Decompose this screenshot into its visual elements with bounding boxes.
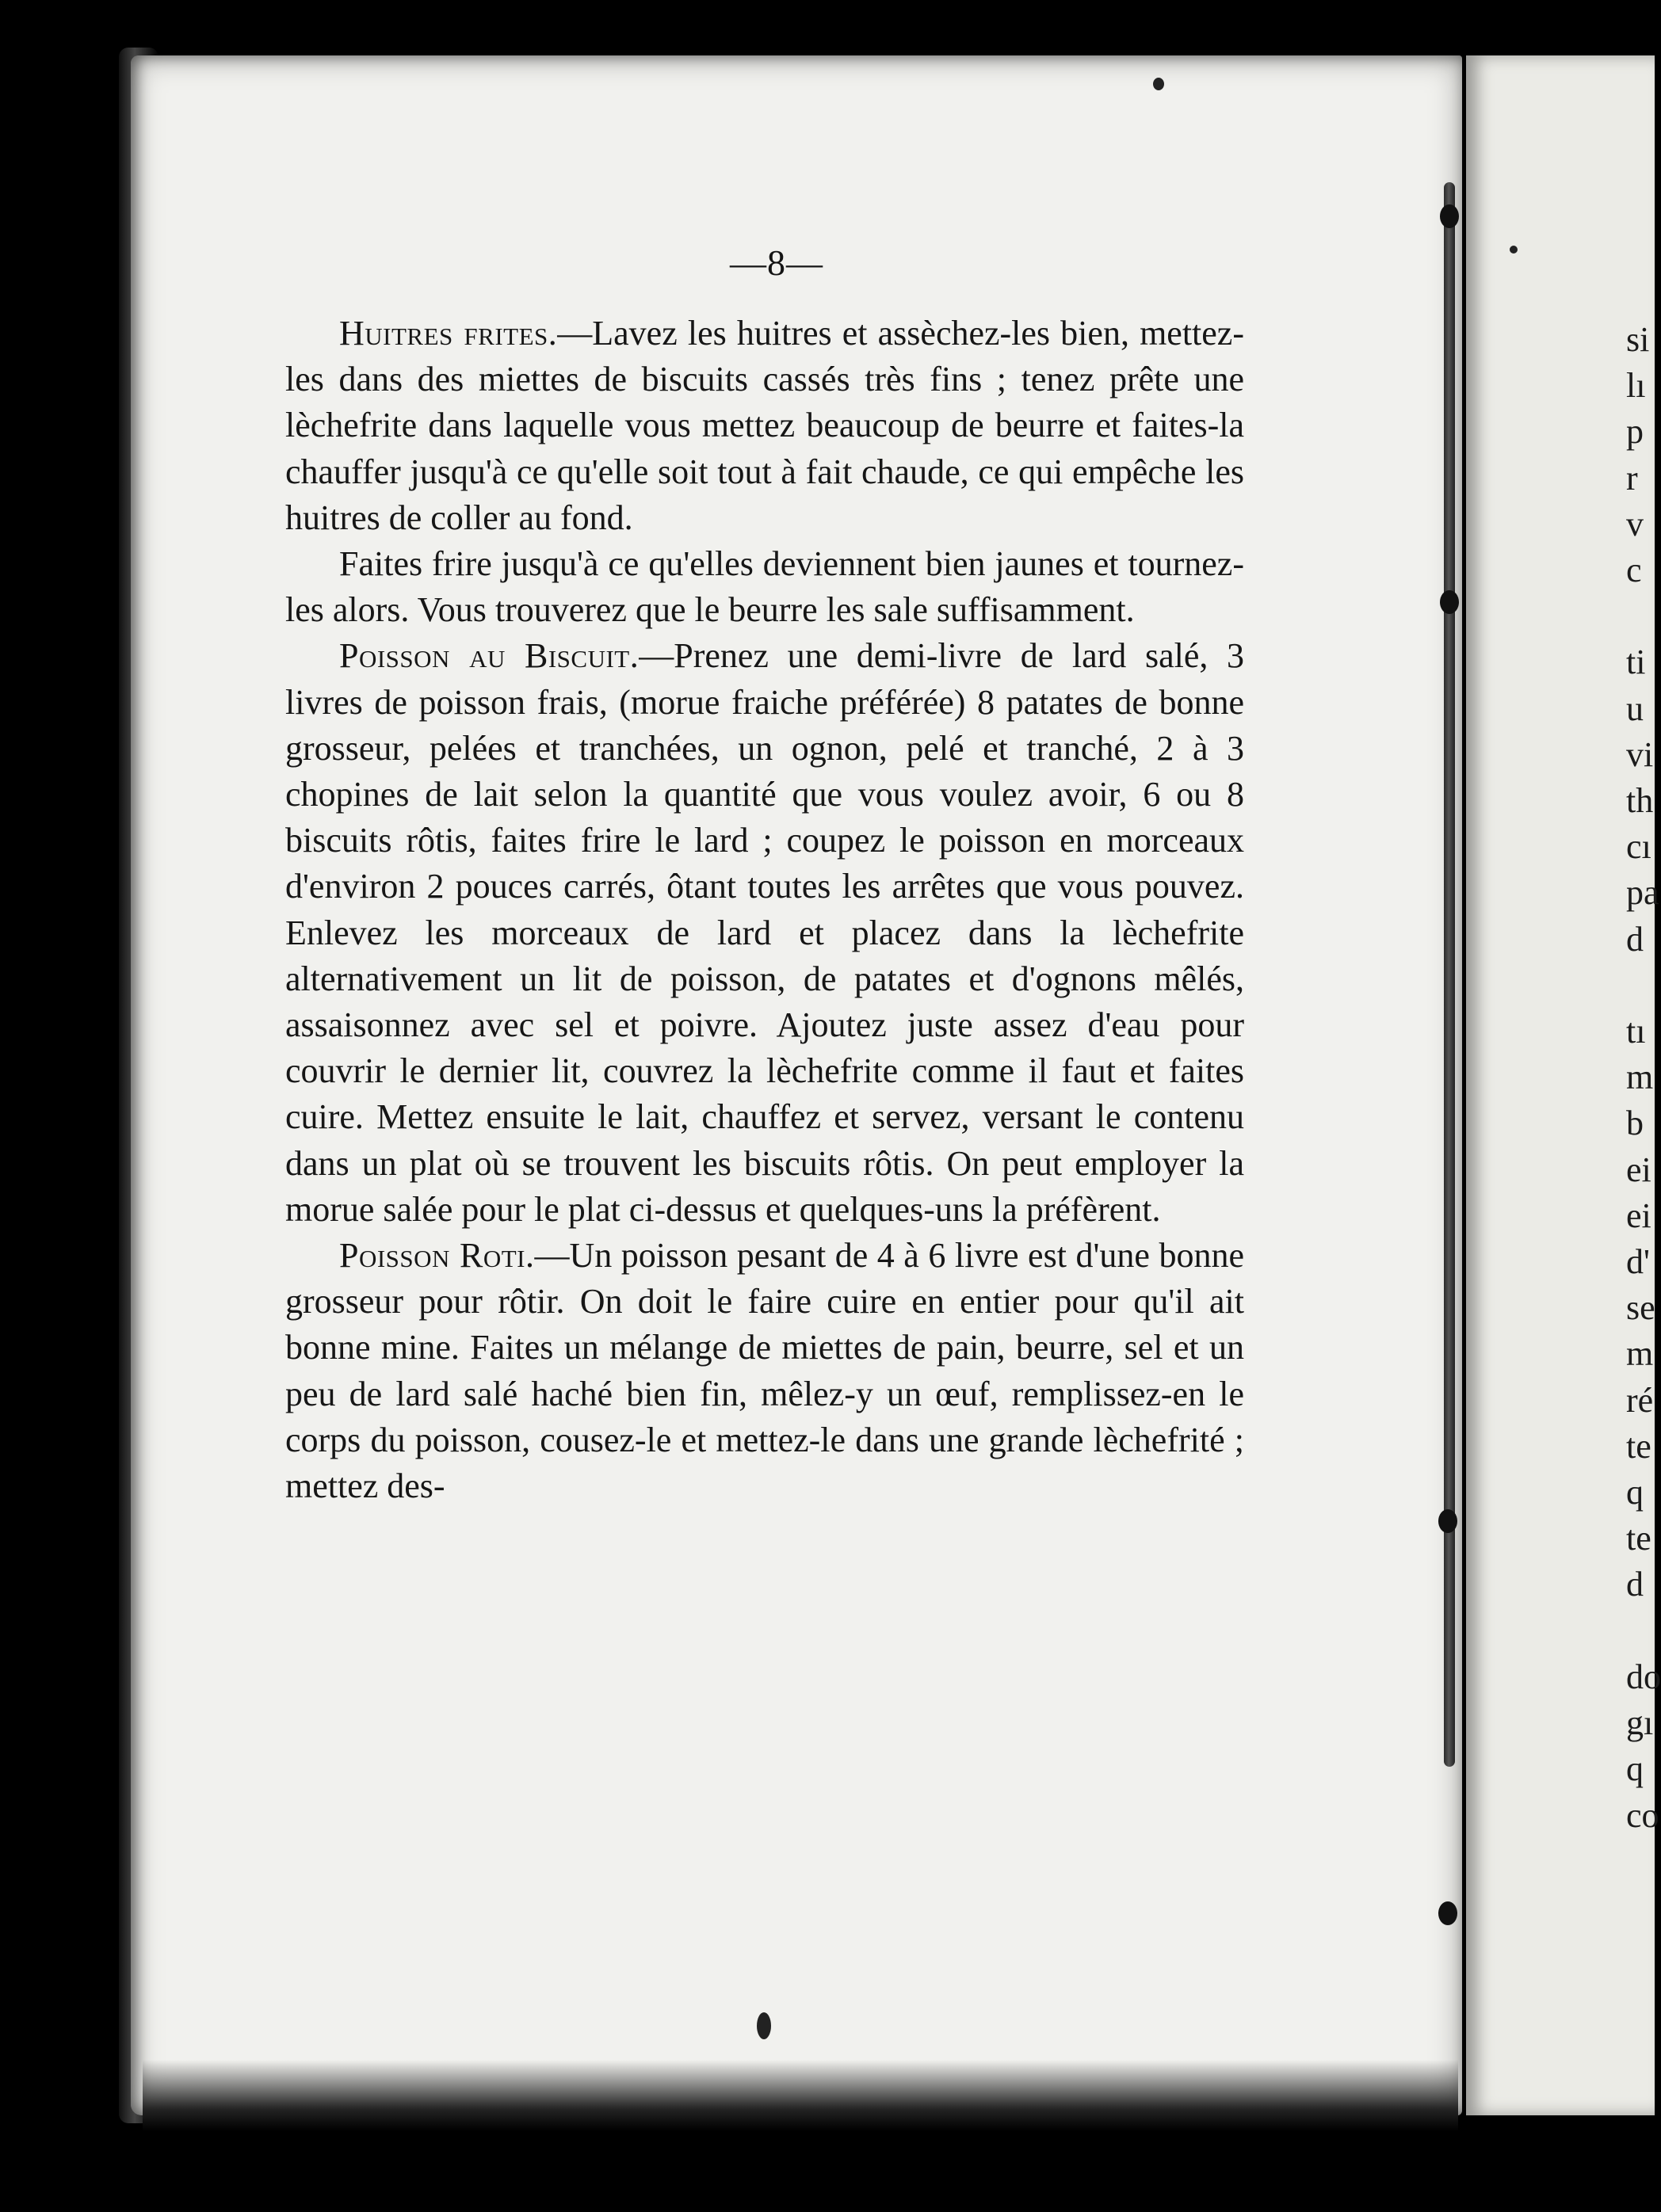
paragraph-huitres-frites xyxy=(285,311,1244,541)
recipe-text: Faites frire jusqu'à ce qu'elles deviennent bien jaunes et tournez-les alors. Vous trouverez que le beurre les sale suffisamment. xyxy=(285,544,1244,630)
ink-speck xyxy=(757,2012,771,2039)
recipe-heading: Poisson au Biscuit. xyxy=(339,636,640,676)
recipe-heading: Huitres frites. xyxy=(339,314,558,353)
recipe-text: —Prenez une demi-livre de lard salé, 3 livres de poisson frais, (morue fraiche préférée) 8 patates de bonne grosseur, pelées et tranchées, un ognon, pelé et tranché, 2 à 3 chopines de lait selon la quantité que vous voulez avoir, 6 ou 8 biscuits rôtis, faites frire le lard ; coupez le poisson en morceaux d'environ 2 pouces carrés, ôtant toutes les arrêtes que vous pouvez. Enlevez les morceaux de lard et placez dans la lèchefrite alternativement un lit de poisson, de patates et d'ognons mêlés, assaisonnez avec sel et poivre. Ajoutez juste assez d'eau pour couvrir le dernier lit, couvrez la lèchefrite comme il faut et faites cuire. Mettez ensuite le lait, chauffez et servez, versant le contenu dans un plat où se trouvent les biscuits rôtis. On peut employer la morue salée pour le plat ci-dessus et quelques-uns la préfèrent. xyxy=(285,636,1244,1229)
ink-speck xyxy=(1153,78,1164,90)
paragraph-continuation xyxy=(285,541,1244,633)
binding-thread-knot xyxy=(1438,1901,1457,1925)
paragraph-poisson-roti xyxy=(285,1233,1244,1509)
binding-thread-knot xyxy=(1438,1509,1457,1533)
ink-speck xyxy=(1510,246,1518,254)
binding-thread-knot xyxy=(1440,204,1459,228)
page-bottom-edge xyxy=(143,2060,1458,2131)
facing-page-text: si lı p r v c ti u vi th cı pa d tı m b ei ei d' se m ré te q te d do gı q co xyxy=(1626,320,1661,1835)
binding-thread-knot xyxy=(1440,590,1459,614)
paragraph-poisson-au-biscuit xyxy=(285,633,1244,1233)
recipe-heading: Poisson Roti. xyxy=(339,1236,535,1276)
recipe-text: —Un poisson pesant de 4 à 6 livre est d'une bonne grosseur pour rôtir. On doit le faire cuire en entier pour qu'il ait bonne mine. Faites un mélange de miettes de pain, beurre, sel et un peu de lard salé haché bien fin, mêlez-y un œuf, remplissez-en le corps du poisson, cousez-le et mettez-le dans une grande lèchefrité ; mettez des- xyxy=(285,1236,1244,1506)
page-body xyxy=(285,311,1244,1509)
page-number: —8— xyxy=(730,242,823,283)
recipe-text: —Lavez les huitres et assèchez-les bien, mettez-les dans des miettes de biscuits cassés très fins ; tenez prête une lèchefrite dans laquelle vous mettez beaucoup de beurre et faites-la chauffer jusqu'à ce qu'elle soit tout à fait chaude, ce qui empêche les huitres de coller au fond. xyxy=(285,314,1244,537)
